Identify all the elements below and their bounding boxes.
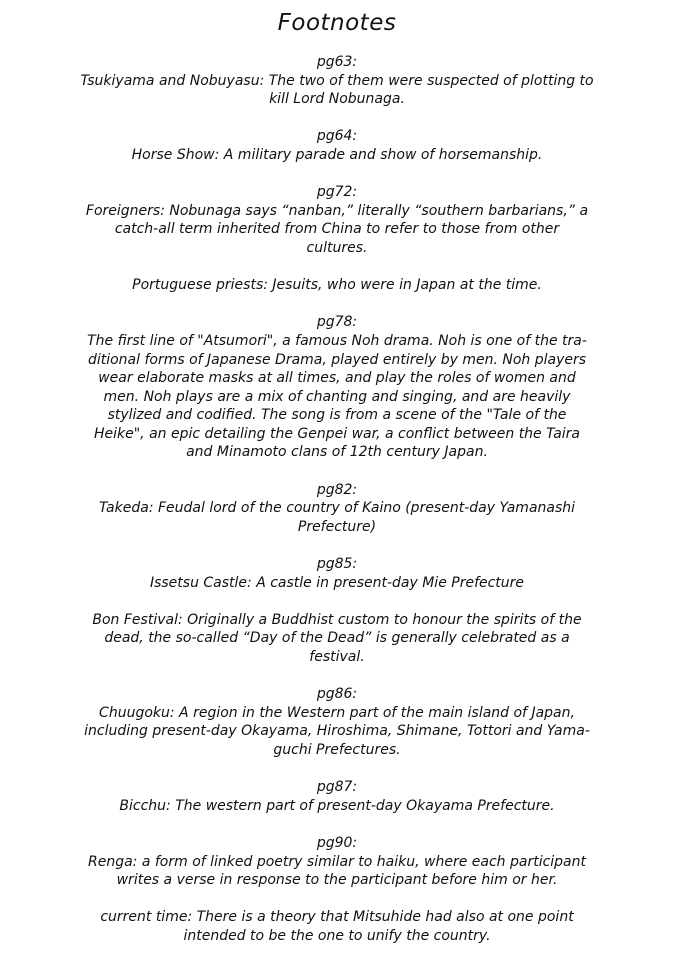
footnote-block xyxy=(70,778,604,815)
page-reference: pg78: xyxy=(316,314,358,331)
footnote-line: Portuguese priests: Jesuits, who were in Japan at the time. xyxy=(132,277,542,294)
footnote-line: festival. xyxy=(309,649,365,665)
page-reference: pg72: xyxy=(316,184,358,201)
footnote-block xyxy=(70,611,604,667)
footnote-line: Issetsu Castle: A castle in present-day Mie Prefecture xyxy=(149,574,525,591)
footnote-line: dead, the so-called “Day of the Dead” is generally celebrated as a xyxy=(104,630,570,647)
footnotes-list xyxy=(70,53,604,946)
footnote-block xyxy=(70,276,604,295)
footnote-line: Foreigners: Nobunaga says “nanban,” literally “southern barbarians,” a xyxy=(85,202,589,219)
footnote-block xyxy=(70,834,604,890)
footnote-line: Renga: a form of linked poetry similar to haiku, where each participant xyxy=(87,853,586,870)
footnote-line: intended to be the one to unify the country. xyxy=(183,927,491,944)
footnote-line: stylized and codified. The song is from a scene of the "Tale of the xyxy=(107,407,567,424)
footnote-line: Prefecture) xyxy=(297,518,377,535)
footnote-block xyxy=(70,481,604,537)
footnote-line: writes a verse in response to the participant before him or her. xyxy=(116,872,558,889)
footnote-line: Bicchu: The western part of present-day Okayama Prefecture. xyxy=(119,797,555,814)
footnote-block xyxy=(70,53,604,109)
footnote-line: The first line of "Atsumori", a famous Noh drama. Noh is one of the tra- xyxy=(87,332,587,349)
page-reference: pg63: xyxy=(316,54,358,70)
footnote-line: Horse Show: A military parade and show of horsemanship. xyxy=(131,146,543,163)
footnote-line: men. Noh plays are a mix of chanting and singing, and are heavily xyxy=(103,388,571,405)
footnote-line: wear elaborate masks at all times, and play the roles of women and xyxy=(98,370,576,387)
footnote-block xyxy=(70,908,604,945)
page-reference: pg82: xyxy=(316,481,358,498)
page-reference: pg86: xyxy=(316,686,358,703)
page-reference: pg90: xyxy=(316,834,358,851)
footnote-line: and Minamoto clans of 12th century Japan. xyxy=(186,444,488,461)
page-reference: pg85: xyxy=(316,556,358,573)
footnote-block xyxy=(70,313,604,462)
footnote-line: including present-day Okayama, Hiroshima, Shimane, Tottori and Yama- xyxy=(84,723,590,740)
footnote-line: ditional forms of Japanese Drama, played entirely by men. Noh players xyxy=(87,351,587,368)
footnote-block xyxy=(70,127,604,164)
footnote-block xyxy=(70,183,604,257)
footnote-line: Heike", an epic detailing the Genpei war, a conflict between the Taira xyxy=(93,425,580,442)
footnote-line: kill Lord Nobunaga. xyxy=(269,91,405,108)
footnote-line: Tsukiyama and Nobuyasu: The two of them were suspected of plotting to xyxy=(80,72,594,89)
page-title: Footnotes xyxy=(277,10,397,36)
footnote-line: current time: There is a theory that Mitsuhide had also at one point xyxy=(100,909,574,926)
footnote-line: catch-all term inherited from China to refer to those from other xyxy=(114,221,560,238)
page-reference: pg87: xyxy=(316,779,358,796)
footnote-line: Takeda: Feudal lord of the country of Kaino (present-day Yamanashi xyxy=(98,500,576,517)
footnote-line: guchi Prefectures. xyxy=(273,741,401,758)
footnote-line: Chuugoku: A region in the Western part of the main island of Japan, xyxy=(99,704,575,721)
footnote-block xyxy=(70,555,604,592)
page-reference: pg64: xyxy=(316,128,358,145)
footnote-line: Bon Festival: Originally a Buddhist custom to honour the spirits of the xyxy=(92,611,582,628)
footnote-line: cultures. xyxy=(306,239,368,256)
footnote-block xyxy=(70,685,604,759)
